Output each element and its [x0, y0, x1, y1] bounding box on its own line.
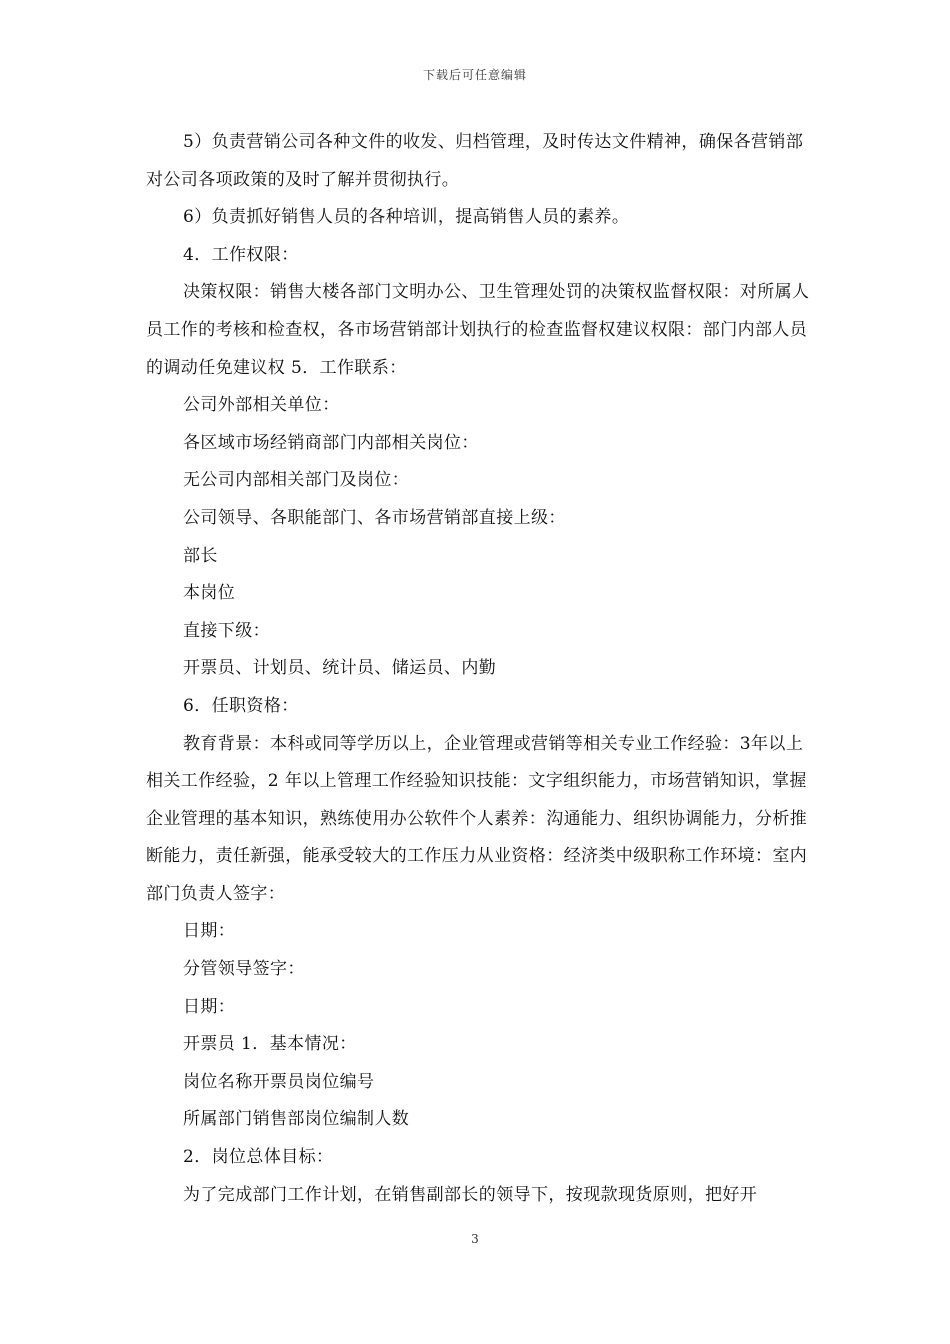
paragraph-position-name: 岗位名称开票员岗位编号 — [183, 1071, 375, 1092]
paragraph-leader-signature: 分管领导签字： — [183, 959, 305, 980]
section-heading-qualifications: 6．任职资格： — [183, 695, 299, 716]
document-body — [146, 124, 814, 1214]
paragraph-this-position: 本岗位 — [183, 583, 236, 604]
paragraph-internal-departments: 无公司内部相关部门及岗位： — [183, 470, 410, 491]
paragraph-department: 所属部门销售部岗位编制人数 — [183, 1109, 410, 1130]
paragraph-external-units: 公司外部相关单位： — [183, 395, 340, 416]
paragraph-goal-details: 为了完成部门工作计划，在销售副部长的领导下，按现款现货原则，把好开 — [183, 1184, 758, 1205]
paragraph-direct-subordinates: 直接下级： — [183, 620, 270, 641]
paragraph-regional-dealers: 各区域市场经销商部门内部相关岗位： — [183, 432, 479, 453]
paragraph-invoicer-basic-info: 开票员 1．基本情况： — [183, 1034, 357, 1055]
paragraph-date-1: 日期： — [183, 921, 236, 942]
paragraph-date-2: 日期： — [183, 996, 236, 1017]
page-number: 3 — [471, 1232, 479, 1246]
paragraph-subordinate-list: 开票员、计划员、统计员、储运员、内勤 — [183, 658, 497, 679]
paragraph-company-leadership: 公司领导、各职能部门、各市场营销部直接上级： — [183, 507, 566, 528]
paragraph-item-6: 6）负责抓好销售人员的各种培训，提高销售人员的素养。 — [183, 207, 630, 228]
paragraph-item-5: 5）负责营销公司各种文件的收发、归档管理，及时传达文件精神，确保各营销部对公司各项政策的及时了解并贯彻执行。 — [146, 132, 804, 190]
section-heading-work-authority: 4．工作权限： — [183, 244, 299, 265]
page-header: 下载后可任意编辑 — [422, 68, 527, 82]
paragraph-minister: 部长 — [183, 545, 218, 566]
section-heading-position-goal: 2．岗位总体目标： — [183, 1147, 334, 1168]
paragraph-education-background: 教育背景：本科或同等学历以上，企业管理或营销等相关专业工作经验：3年以上相关工作经验，2 年以上管理工作经验知识技能：文字组织能力，市场营销知识，掌握企业管理的基本知识，熟练使用办公软件个人素养：沟通能力、组织协调能力，分析推断能力，责任新强，能承受较大的工作压力从业资格：经济类中级职称工作环境：室内部门负责人签字： — [146, 733, 808, 904]
paragraph-authority-details: 决策权限：销售大楼各部门文明办公、卫生管理处罚的决策权监督权限：对所属人员工作的考核和检查权，各市场营销部计划执行的检查监督权建议权限：部门内部人员的调动任免建议权 5．工作联系： — [146, 282, 810, 378]
